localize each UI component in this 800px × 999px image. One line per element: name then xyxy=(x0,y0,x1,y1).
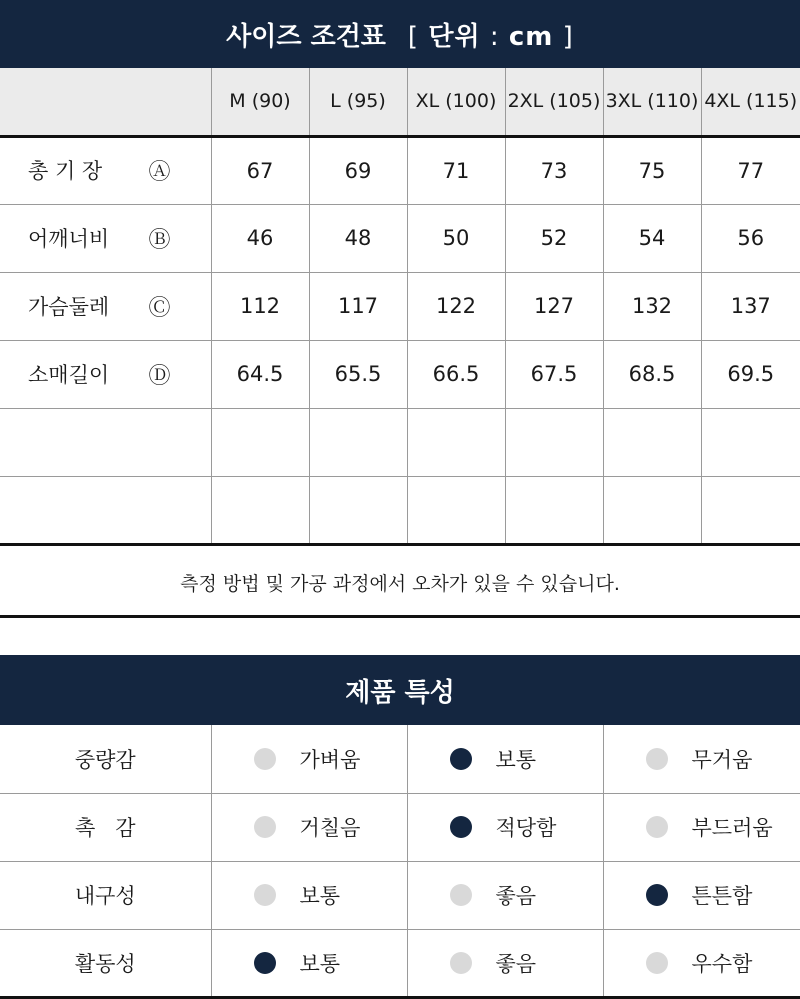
feature-option xyxy=(603,861,800,929)
size-chart-header xyxy=(0,0,800,68)
marker-d-icon: Ⓓ xyxy=(148,363,171,389)
selected-dot-icon xyxy=(450,816,472,838)
feature-option xyxy=(211,929,407,997)
feature-option-label: 적당함 xyxy=(495,816,557,840)
measurement-cell: 52 xyxy=(505,204,603,272)
feature-option-label: 좋음 xyxy=(495,951,537,976)
size-column-header-row xyxy=(0,68,800,136)
measurement-cell: 122 xyxy=(407,272,505,340)
corner-cell xyxy=(0,68,211,136)
measurement-cell: 65.5 xyxy=(309,340,407,408)
measurement-cell: 132 xyxy=(603,272,701,340)
unit-label: [ 단위 : cm ] xyxy=(407,21,574,52)
selected-dot-icon xyxy=(450,748,472,770)
feature-label: 중량감 xyxy=(0,725,211,793)
measurement-cell: 117 xyxy=(309,272,407,340)
feature-option xyxy=(211,793,407,861)
features-table xyxy=(0,725,800,999)
selected-dot-icon xyxy=(254,952,276,974)
measurement-cell: 73 xyxy=(505,136,603,204)
size-column-header: 4XL (115) xyxy=(701,68,800,136)
measurement-row-sleeve xyxy=(0,340,800,408)
feature-row xyxy=(0,861,800,929)
feature-option-label: 튼튼함 xyxy=(691,884,753,908)
feature-row xyxy=(0,793,800,861)
measurement-cell: 54 xyxy=(603,204,701,272)
row-label: 어깨너비 xyxy=(28,226,110,251)
feature-row xyxy=(0,725,800,793)
feature-option-label: 보통 xyxy=(299,884,341,908)
measurement-cell: 46 xyxy=(211,204,309,272)
measurement-cell: 67 xyxy=(211,136,309,204)
measurement-cell: 68.5 xyxy=(603,340,701,408)
measurement-cell: 75 xyxy=(603,136,701,204)
unselected-dot-icon xyxy=(450,884,472,906)
measurement-cell: 112 xyxy=(211,272,309,340)
feature-option xyxy=(407,725,603,793)
measurement-row-length xyxy=(0,136,800,204)
row-label: 소매길이 xyxy=(28,362,110,387)
measurement-cell: 69.5 xyxy=(701,340,800,408)
measurement-cell: 67.5 xyxy=(505,340,603,408)
feature-option xyxy=(211,725,407,793)
unselected-dot-icon xyxy=(450,952,472,974)
row-label: 가슴둘레 xyxy=(28,294,110,319)
feature-label: 내구성 xyxy=(0,861,211,929)
feature-option xyxy=(407,793,603,861)
feature-option-label: 좋음 xyxy=(495,884,537,908)
selected-dot-icon xyxy=(646,884,668,906)
feature-option xyxy=(603,793,800,861)
features-title: 제품 특성 xyxy=(345,677,455,708)
marker-c-icon: Ⓒ xyxy=(148,295,171,321)
measurement-cell: 69 xyxy=(309,136,407,204)
measurement-row-shoulder xyxy=(0,204,800,272)
marker-b-icon: Ⓑ xyxy=(148,227,171,253)
empty-row xyxy=(0,408,800,476)
feature-option-label: 무거움 xyxy=(691,747,753,772)
measurement-cell: 71 xyxy=(407,136,505,204)
size-column-header: 3XL (110) xyxy=(603,68,701,136)
feature-option-label: 보통 xyxy=(299,951,341,976)
feature-option xyxy=(603,725,800,793)
size-column-header: XL (100) xyxy=(407,68,505,136)
feature-option-label: 부드러움 xyxy=(691,816,773,840)
measurement-cell: 77 xyxy=(701,136,800,204)
feature-label: 촉 감 xyxy=(0,793,211,861)
unselected-dot-icon xyxy=(254,816,276,838)
feature-option xyxy=(603,929,800,997)
feature-option-label: 우수함 xyxy=(691,951,753,976)
measurement-cell: 64.5 xyxy=(211,340,309,408)
measurement-row-chest xyxy=(0,272,800,340)
feature-option-label: 거칠음 xyxy=(299,816,361,840)
measurement-cell: 137 xyxy=(701,272,800,340)
measurement-cell: 66.5 xyxy=(407,340,505,408)
unselected-dot-icon xyxy=(254,884,276,906)
size-column-header: 2XL (105) xyxy=(505,68,603,136)
measurement-note: 측정 방법 및 가공 과정에서 오차가 있을 수 있습니다. xyxy=(0,550,800,618)
feature-option xyxy=(407,929,603,997)
size-column-header: M (90) xyxy=(211,68,309,136)
size-chart-title: 사이즈 조건표 xyxy=(226,21,386,52)
marker-a-icon: Ⓐ xyxy=(148,160,171,185)
empty-row xyxy=(0,476,800,544)
measurement-cell: 127 xyxy=(505,272,603,340)
size-table xyxy=(0,68,800,546)
size-column-header: L (95) xyxy=(309,68,407,136)
unselected-dot-icon xyxy=(254,748,276,770)
measurement-cell: 56 xyxy=(701,204,800,272)
unselected-dot-icon xyxy=(646,952,668,974)
features-header xyxy=(0,655,800,725)
feature-option xyxy=(211,861,407,929)
feature-option xyxy=(407,861,603,929)
feature-label: 활동성 xyxy=(0,929,211,997)
row-label: 총 기 장 xyxy=(28,159,103,183)
measurement-cell: 50 xyxy=(407,204,505,272)
feature-option-label: 보통 xyxy=(495,747,537,772)
feature-row xyxy=(0,929,800,997)
measurement-cell: 48 xyxy=(309,204,407,272)
feature-option-label: 가벼움 xyxy=(299,747,361,772)
unselected-dot-icon xyxy=(646,816,668,838)
unselected-dot-icon xyxy=(646,748,668,770)
